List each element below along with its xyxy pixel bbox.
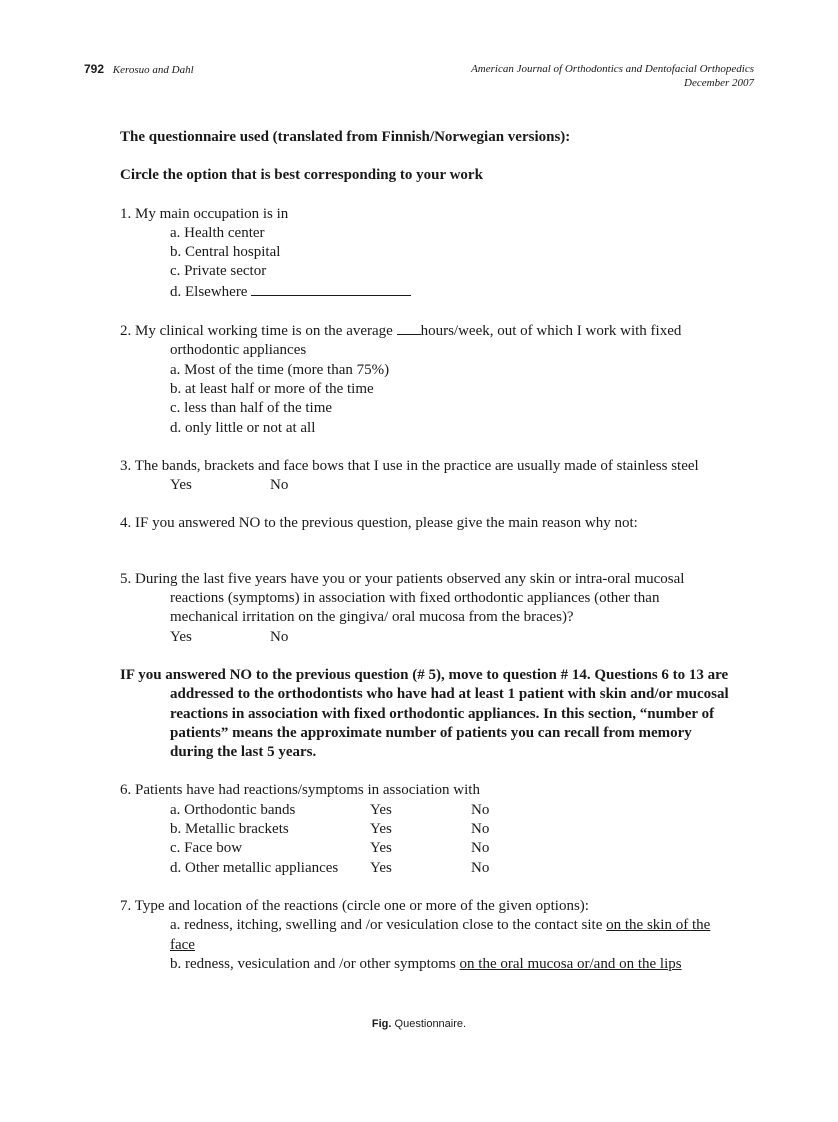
question-6: [120, 781, 730, 877]
header-right: [471, 62, 754, 90]
row-no: No: [471, 821, 490, 838]
question-3-yes: Yes: [170, 477, 192, 494]
row-label: b. Metallic brackets: [170, 821, 289, 838]
question-6-row-c: [170, 839, 489, 858]
question-1-option-a: a. Health center: [170, 224, 265, 241]
row-label: d. Other metallic appliances: [170, 859, 339, 876]
row-label: a. Orthodontic bands: [170, 801, 296, 818]
figure-caption: [0, 1018, 838, 1030]
questionnaire-title: The questionnaire used (translated from Finnish/Norwegian versions):: [120, 129, 571, 145]
row-yes: Yes: [370, 821, 392, 838]
row-label: c. Face bow: [170, 840, 243, 857]
question-7-option-a: [170, 916, 730, 955]
question-1-option-c: c. Private sector: [170, 263, 267, 280]
question-1-stem: 1. My main occupation is in: [120, 205, 289, 222]
question-7-option-b-location: on the oral mucosa or/and on the lips: [459, 955, 682, 972]
questionnaire-instruction: Circle the option that is best corresponding to your work: [120, 167, 483, 184]
question-2: [120, 321, 730, 438]
header-left: [84, 62, 194, 76]
question-2-option-d: d. only little or not at all: [170, 419, 316, 436]
question-4-stem: 4. IF you answered NO to the previous question, please give the main reason why not:: [120, 515, 638, 532]
questionnaire-figure: [120, 128, 730, 993]
question-5: [120, 570, 730, 647]
question-1-option-d-label: d. Elsewhere: [170, 283, 248, 300]
question-2-option-a: a. Most of the time (more than 75%): [170, 361, 390, 378]
question-6-stem: 6. Patients have had reactions/symptoms in association with: [120, 782, 480, 799]
question-5-answers: [170, 628, 730, 647]
question-3-answers: [170, 476, 730, 495]
question-5-yes: Yes: [170, 628, 192, 645]
row-no: No: [471, 859, 490, 876]
question-4: [120, 514, 730, 533]
issue-date: December 2007: [684, 77, 754, 89]
question-7-option-b-text: b. redness, vesiculation and /or other symptoms: [170, 955, 460, 972]
question-7-option-a-location: on the skin of the face: [170, 917, 711, 953]
question-3-stem: 3. The bands, brackets and face bows that I use in the practice are usually made of stainless steel: [120, 457, 699, 474]
row-yes: Yes: [370, 801, 392, 818]
question-7: [120, 897, 730, 974]
question-2-stem-part1: 2. My clinical working time is on the average: [120, 323, 397, 340]
question-1: [120, 205, 730, 302]
question-7-option-b: [170, 955, 730, 974]
running-authors: Kerosuo and Dahl: [112, 64, 194, 76]
question-6-table: [170, 801, 489, 878]
hours-blank-line: [397, 321, 421, 335]
figure-label: Fig.: [371, 1018, 392, 1030]
question-6-row-a: [170, 801, 489, 820]
page-number: 792: [84, 62, 105, 76]
figure-caption-text: Questionnaire.: [394, 1018, 467, 1030]
row-no: No: [471, 801, 490, 818]
question-2-stem-part2: hours/week, out of which I work with fixed orthodontic appliances: [170, 323, 682, 359]
question-2-stem: [120, 321, 730, 361]
row-yes: Yes: [370, 840, 392, 857]
row-no: No: [471, 840, 490, 857]
question-7-option-a-text: a. redness, itching, swelling and /or vesiculation close to the contact site: [170, 917, 607, 934]
question-3-no: No: [270, 477, 289, 494]
question-7-stem: 7. Type and location of the reactions (circle one or more of the given options):: [120, 897, 589, 914]
question-5-stem: 5. During the last five years have you or your patients observed any skin or intra-oral mucosal reactions (symptoms) in association with fixed orthodontic appliances (other than mechanical irritation on the gingiva/ oral mucosa from the braces)?: [120, 570, 685, 626]
question-5-no: No: [270, 628, 289, 645]
question-2-option-c: c. less than half of the time: [170, 400, 333, 417]
question-1-option-b: b. Central hospital: [170, 244, 281, 261]
question-2-option-b: b. at least half or more of the time: [170, 380, 374, 397]
question-3: [120, 457, 730, 496]
row-yes: Yes: [370, 859, 392, 876]
skip-instruction-note: IF you answered NO to the previous question (# 5), move to question # 14. Questions 6 to 13 are addressed to the orthodontists who have had at least 1 patient with skin and/or mucosal reactions in association with fixed orthodontic appliances. In this section, “number of patients” means the approximate number of patients you can recall from memory during the last 5 years.: [120, 666, 729, 761]
question-1-option-d: [170, 282, 730, 302]
question-6-row-b: [170, 820, 489, 839]
journal-name: American Journal of Orthodontics and Dentofacial Orthopedics: [471, 63, 754, 75]
elsewhere-blank-line: [251, 282, 411, 296]
question-6-row-d: [170, 859, 489, 878]
